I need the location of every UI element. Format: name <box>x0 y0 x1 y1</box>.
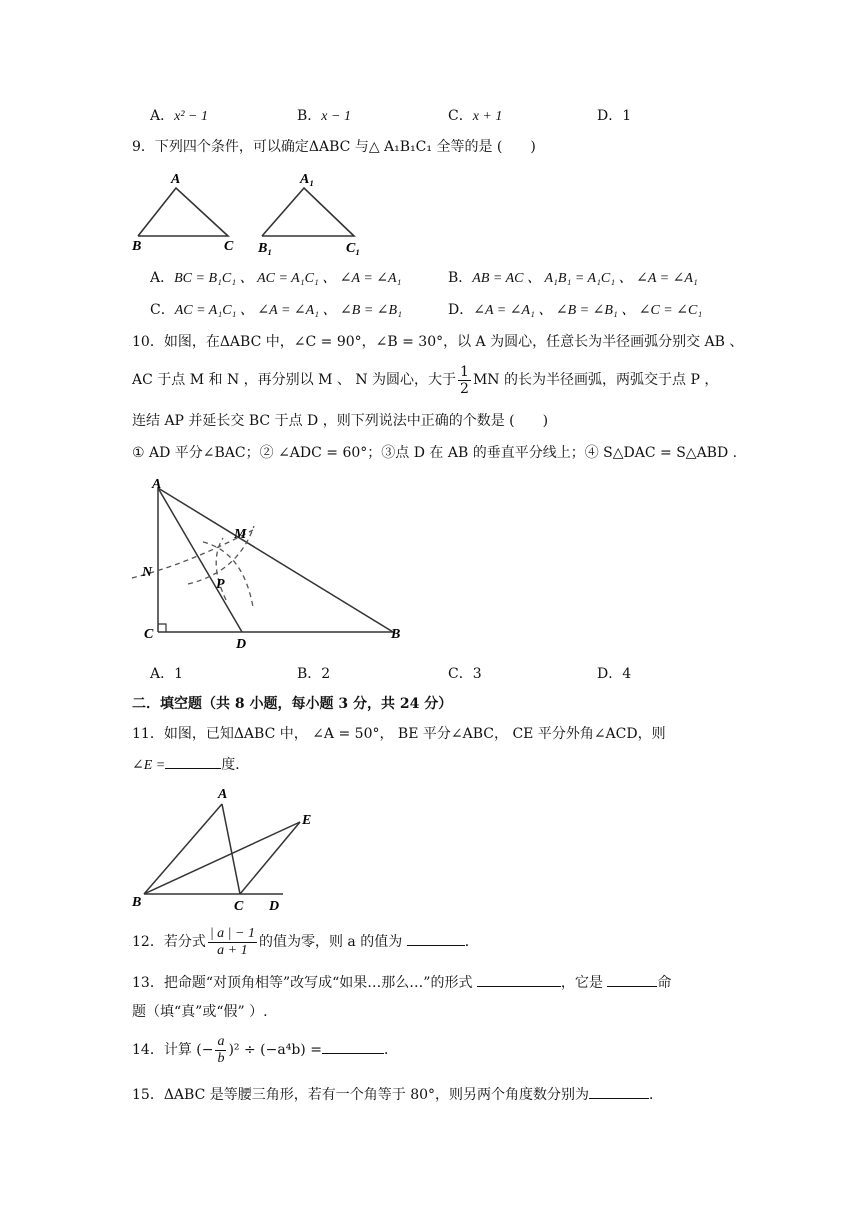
q9-option-c: C．AC = A₁C₁ 、 ∠A = ∠A₁ 、 ∠B = ∠B₁ <box>150 302 402 318</box>
q13-line2: 题（填“真”或“假” ）. <box>132 1004 268 1020</box>
side-ba <box>144 804 222 894</box>
q8-option-c: C．x + 1 <box>448 108 503 124</box>
q13-answer-blank-form[interactable] <box>477 972 561 987</box>
q14-line: 14．计算 (− $\frac{a}{b}$ )² ÷ (−a⁴b) = ． <box>132 1033 398 1066</box>
q10-fraction: $\frac{1}{2}$ <box>460 363 469 397</box>
label-b: B <box>132 895 142 910</box>
q11-figure <box>128 782 328 912</box>
q11-line2: ∠E = 度． <box>132 754 249 776</box>
q9-option-d: D．∠A = ∠A₁ 、 ∠B = ∠B₁ 、 ∠C = ∠C₁ <box>448 302 703 318</box>
label-c: C <box>144 627 154 642</box>
section-heading: 二．填空题（共 8 小题，每小题 3 分，共 24 分） <box>132 696 453 712</box>
triangle-a1b1c1 <box>262 188 354 236</box>
q10-line4: ① AD 平分∠BAC；② ∠ADC = 60°；③点 D 在 AB 的垂直平分线上；④ S△DAC = S△ABD . <box>132 445 738 461</box>
label-d: D <box>236 637 247 652</box>
label-b: B <box>132 239 142 254</box>
q9-option-a: A．BC = B₁C₁ 、 AC = A₁C₁ 、 ∠A = ∠A₁ <box>150 270 402 286</box>
q10-option-c: C．3 <box>448 666 482 682</box>
label-e: E <box>302 813 312 828</box>
q9-figure <box>128 166 388 258</box>
q13-answer-blank-truth[interactable] <box>607 972 657 987</box>
segment-ce <box>240 822 300 894</box>
label-b: B <box>391 627 401 642</box>
q12-line: 12．若分式 $\frac{| a | - 1}{a + 1}$ 的值为零，则 a 的值为 ． <box>132 925 479 958</box>
right-angle-mark <box>158 624 166 632</box>
q14-fraction: $\frac{a}{b}$ <box>217 1033 225 1066</box>
q8-option-b: B．x − 1 <box>297 108 351 124</box>
label-c: C <box>224 239 234 254</box>
q10-figure <box>128 472 418 652</box>
q10-option-a: A．1 <box>150 666 184 682</box>
q9-option-b: B．AB = AC 、 A₁B₁ = A₁C₁ 、 ∠A = ∠A₁ <box>448 270 698 286</box>
label-a: A <box>218 787 228 802</box>
q8-option-d: D．1 <box>597 108 632 124</box>
q9-stem: 9．下列四个条件，可以确定ΔABC 与△ A₁B₁C₁ 全等的是 ( ) <box>132 139 536 155</box>
q10-option-b: B．2 <box>297 666 331 682</box>
q10-option-d: D．4 <box>597 666 632 682</box>
q13-line1: 13．把命题“对顶角相等”改写成“如果…那么…”的形式 ，它是 命 <box>132 972 671 993</box>
q10-line2: AC 于点 M 和 N ，再分别以 M 、 N 为圆心，大于 $\frac{1}{2}$ MN 的长为半径画弧，两弧交于点 P ， <box>132 363 719 397</box>
segment-be <box>144 822 300 894</box>
label-a1: A₁ <box>300 172 315 187</box>
q10-line1: 10．如图，在ΔABC 中，∠C = 90°，∠B = 30°，以 A 为圆心，任意长为半径画弧分别交 AB 、 <box>132 334 744 350</box>
label-m: M <box>234 527 247 542</box>
q11-answer-blank[interactable] <box>165 754 221 769</box>
side-ab <box>158 488 393 632</box>
label-c: C <box>234 899 244 912</box>
q14-answer-blank[interactable] <box>322 1039 384 1054</box>
label-p: P <box>216 577 225 592</box>
label-b1: B₁ <box>258 241 273 256</box>
label-a: A <box>152 477 162 492</box>
q8-option-a: A．x² − 1 <box>150 108 208 124</box>
segment-ad <box>158 488 242 632</box>
q10-line3: 连结 AP 并延长交 BC 于点 D ，则下列说法中正确的个数是 ( ) <box>132 413 549 429</box>
side-ac <box>222 804 240 894</box>
triangle-abc <box>138 188 228 236</box>
label-c1: C₁ <box>346 241 361 256</box>
q12-answer-blank[interactable] <box>407 931 465 946</box>
label-d: D <box>269 899 280 912</box>
q12-fraction: $\frac{| a | - 1}{a + 1}$ <box>209 925 255 958</box>
q11-line1: 11．如图，已知ΔABC 中， ∠A = 50°， BE 平分∠ABC， CE 平分外角∠ACD，则 <box>132 726 666 742</box>
label-a: A <box>171 172 181 187</box>
q15-answer-blank[interactable] <box>589 1084 649 1099</box>
label-n: N <box>142 565 153 580</box>
q15-line: 15．ΔABC 是等腰三角形，若有一个角等于 80°，则另两个角度数分别为 ． <box>132 1084 663 1105</box>
